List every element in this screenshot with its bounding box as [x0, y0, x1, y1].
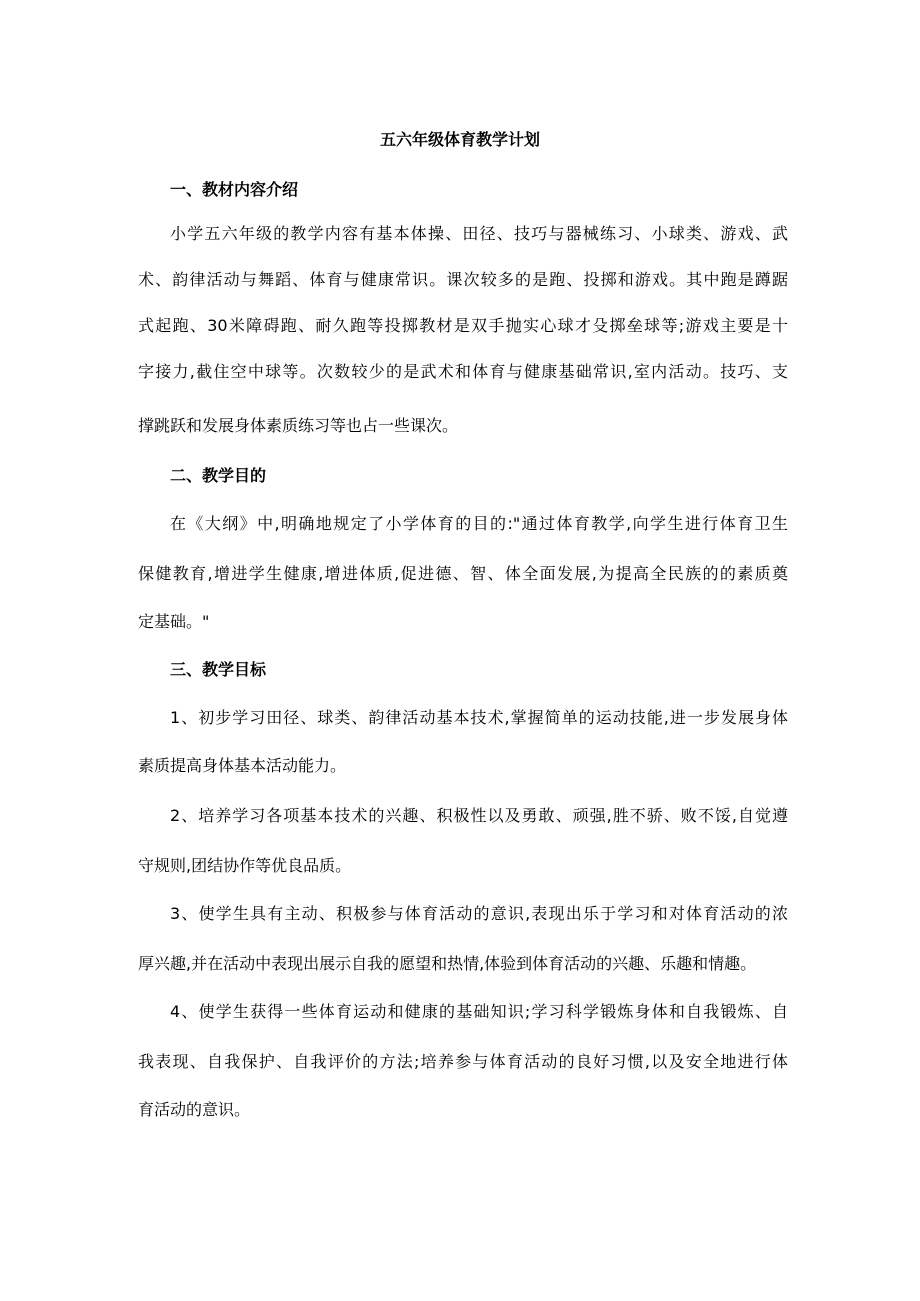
paragraph-line: 保健教育,增进学生健康,增进体质,促进德、智、体全面发展,为提高全民族的的素质奠: [138, 564, 788, 583]
goal-item-2-line: 守规则,团结协作等优良品质。: [138, 856, 352, 875]
goal-item-2-line: 2、培养学习各项基本技术的兴趣、积极性以及勇敢、顽强,胜不骄、败不馁,自觉遵: [170, 806, 788, 825]
paragraph-line: 术、韵律活动与舞蹈、体育与健康常识。课次较多的是跑、投掷和游戏。其中跑是蹲踞: [138, 270, 788, 289]
document-title: 五六年级体育教学计划: [379, 130, 540, 149]
section-heading-goals: 三、教学目标: [170, 660, 267, 679]
goal-item-1-line: 1、初步学习田径、球类、韵律活动基本技术,掌握简单的运动技能,进一步发展身体: [170, 708, 788, 727]
goal-item-1-line: 素质提高身体基本活动能力。: [138, 756, 347, 775]
goal-item-3-line: 3、使学生具有主动、积极参与体育活动的意识,表现出乐于学习和对体育活动的浓: [170, 904, 788, 923]
section-heading-materials: 一、教材内容介绍: [170, 180, 299, 199]
paragraph-line: 在《大纲》中,明确地规定了小学体育的目的:"通过体育教学,向学生进行体育卫生: [170, 514, 788, 533]
paragraph-line: 式起跑、30米障碍跑、耐久跑等投掷教材是双手抛实心球才殳掷垒球等;游戏主要是十: [138, 316, 788, 335]
goal-item-4-line: 4、使学生获得一些体育运动和健康的基础知识;学习科学锻炼身体和自我锻炼、自: [170, 1002, 788, 1021]
paragraph-line: 撑跳跃和发展身体素质练习等也占一些课次。: [138, 416, 459, 435]
section-heading-purpose: 二、教学目的: [170, 466, 267, 485]
goal-item-4-line: 我表现、自我保护、自我评价的方法;培养参与体育活动的良好习惯,以及安全地进行体: [138, 1052, 788, 1071]
paragraph-line: 小学五六年级的教学内容有基本体操、田径、技巧与器械练习、小球类、游戏、武: [170, 224, 788, 243]
goal-item-3-line: 厚兴趣,并在活动中表现出展示自我的愿望和热情,体验到体育活动的兴趣、乐趣和情趣。: [138, 954, 757, 973]
goal-item-4-line: 育活动的意识。: [138, 1100, 251, 1119]
paragraph-line: 定基础。": [138, 612, 210, 631]
paragraph-line: 字接力,截住空中球等。次数较少的是武术和体育与健康基础常识,室内活动。技巧、支: [138, 362, 788, 381]
